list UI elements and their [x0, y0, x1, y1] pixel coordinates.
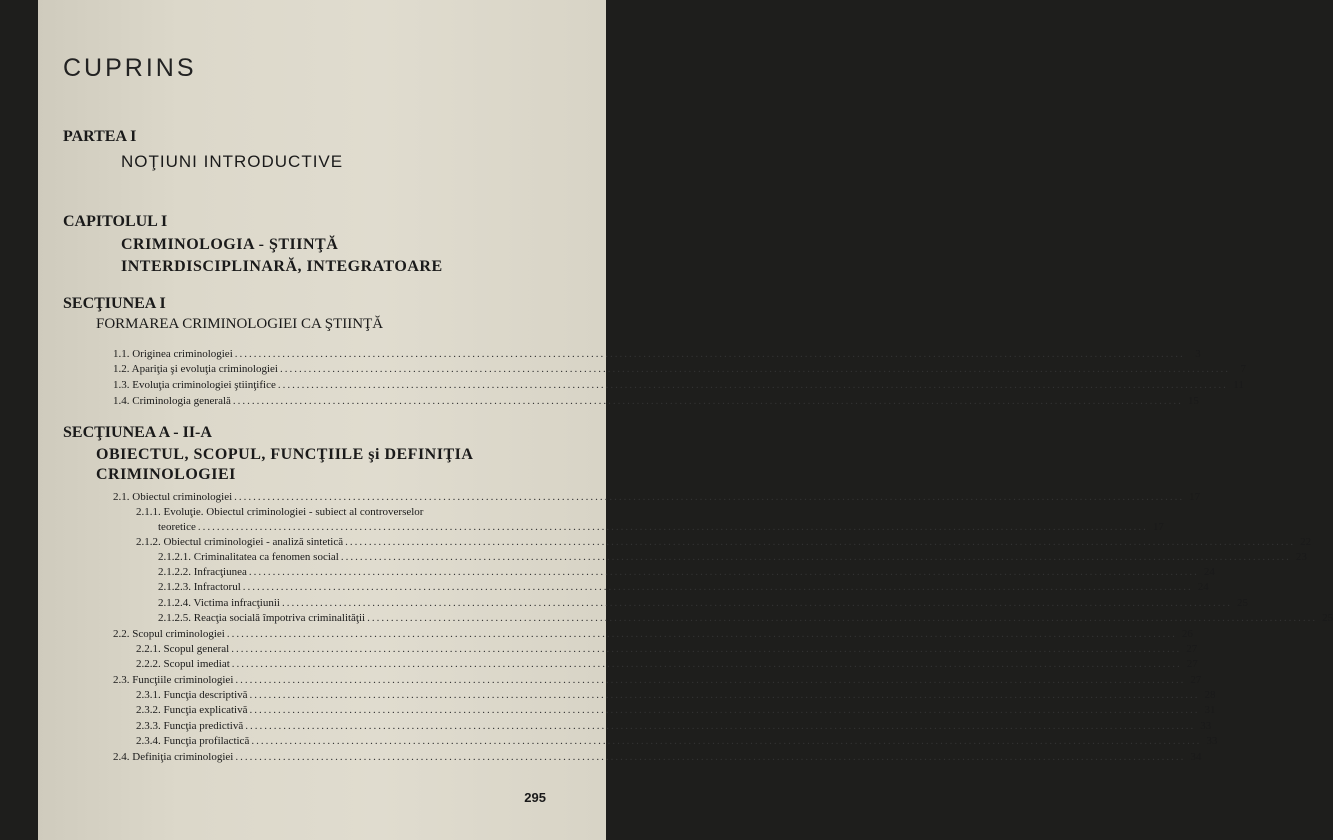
toc-entry-page: 33	[1200, 720, 1212, 732]
leader-dots: ........................................................................................................................................................................................................	[234, 348, 1185, 360]
toc-entry-page: 23	[1295, 551, 1307, 563]
leader-dots: ........................................................................................................................................................................................................	[281, 597, 1232, 609]
toc-entry	[136, 506, 576, 522]
toc-entry-page: 28	[1204, 689, 1216, 701]
leader-dots: ........................................................................................................................................................................................................	[226, 628, 1177, 640]
toc-entry-text: 1.4. Criminologia generală	[113, 395, 231, 407]
toc-entry-page: 15	[1187, 395, 1199, 407]
section2-title-line2: CRIMINOLOGIEI	[96, 466, 236, 483]
toc-entry-page: 31	[1204, 704, 1216, 716]
toc-entry-text: 2.1. Obiectul criminologiei	[113, 491, 233, 503]
toc-entry-text: 2.1.1. Evoluţie. Obiectul criminologiei - subiect al controverselor	[136, 506, 424, 518]
toc-entry-text: 2.3.3. Funcţia predictivă	[136, 720, 244, 732]
toc-entry-page: 25	[1322, 612, 1333, 624]
toc-entry	[158, 597, 1248, 613]
section2-label: SECŢIUNEA A - II-A	[63, 424, 212, 441]
toc-entry	[113, 363, 1246, 379]
leader-dots: ........................................................................................................................................................................................................	[232, 395, 1183, 407]
toc-entry-text: 1.1. Originea criminologiei	[113, 348, 233, 360]
toc-entry	[113, 491, 1201, 507]
leader-dots: ........................................................................................................................................................................................................	[277, 379, 1228, 391]
toc-entry-text: 2.2.2. Scopul imediat	[136, 658, 230, 670]
chapter-title-line2: INTERDISCIPLINARĂ, INTEGRATOARE	[121, 258, 443, 275]
chapter-label: CAPITOLUL I	[63, 213, 168, 230]
leader-dots: ........................................................................................................................................................................................................	[249, 689, 1200, 701]
toc-entry	[113, 674, 1202, 690]
toc-entry	[113, 628, 1193, 644]
toc-entry-text: 2.1.2.4. Victima infracţiunii	[158, 597, 280, 609]
leader-dots: ........................................................................................................................................................................................................	[367, 612, 1318, 624]
toc-entry	[158, 521, 1164, 537]
toc-entry-text: 2.1.2.1. Criminalitatea ca fenomen social	[158, 551, 339, 563]
toc-entry-page: 27	[1186, 643, 1198, 655]
leader-dots: ........................................................................................................................................................................................................	[235, 674, 1186, 686]
leader-dots: ........................................................................................................................................................................................................	[249, 704, 1200, 716]
toc-entry-text: 2.4. Definiţia criminologiei	[113, 751, 234, 763]
toc-entry-page: 33	[1206, 735, 1218, 747]
leader-dots: ........................................................................................................................................................................................................	[242, 581, 1193, 593]
leader-dots: ........................................................................................................................................................................................................	[251, 735, 1202, 747]
leader-dots: ........................................................................................................................................................................................................	[235, 751, 1186, 763]
toc-entry	[136, 735, 1218, 751]
toc-entry	[113, 379, 1244, 395]
leader-dots: ........................................................................................................................................................................................................	[340, 551, 1291, 563]
toc-entry	[136, 658, 1198, 674]
toc-entry	[136, 643, 1198, 659]
leader-dots: ........................................................................................................................................................................................................	[197, 521, 1148, 533]
toc-entry-text: 2.2. Scopul criminologiei	[113, 628, 225, 640]
toc-entry-text: 2.3.1. Funcţia descriptivă	[136, 689, 248, 701]
toc-entry-page: 27	[1190, 674, 1202, 686]
toc-entry	[136, 720, 1212, 736]
toc-entry	[158, 612, 1333, 628]
toc-entry	[158, 551, 1307, 567]
leader-dots: ........................................................................................................................................................................................................	[231, 643, 1182, 655]
toc-entry-page: 24	[1197, 581, 1209, 593]
toc-entry	[158, 581, 1209, 597]
part-label: PARTEA I	[63, 128, 137, 145]
section2-title-line1: OBIECTUL, SCOPUL, FUNCŢIILE şi DEFINIŢIA	[96, 446, 474, 463]
part-title: NOŢIUNI INTRODUCTIVE	[121, 152, 344, 171]
toc-entry-text: 2.3. Funcţiile criminologiei	[113, 674, 234, 686]
toc-entry-text: 1.2. Apariţia şi evoluţia criminologiei	[113, 363, 278, 375]
toc-entry-page: 17	[1152, 521, 1164, 533]
toc-entry-page: 3	[1195, 348, 1201, 360]
section1-title: FORMAREA CRIMINOLOGIEI CA ŞTIINŢĂ	[96, 316, 384, 332]
toc-entry-page: 7	[1240, 363, 1246, 375]
toc-entry	[113, 395, 1199, 411]
toc-entry-page: 11	[1233, 379, 1244, 391]
toc-entry-text: 2.3.4. Funcţia profilactică	[136, 735, 250, 747]
toc-entry	[158, 566, 1215, 582]
leader-dots: ........................................................................................................................................................................................................	[234, 491, 1185, 503]
toc-entry-page: 17	[1189, 491, 1201, 503]
page-title: CUPRINS	[63, 54, 197, 82]
book-page	[38, 0, 1333, 840]
toc-entry-text: 2.3.2. Funcţia explicativă	[136, 704, 248, 716]
toc-entry-text: 2.1.2. Obiectul criminologiei - analiză sintetică	[136, 536, 344, 548]
toc-entry	[136, 689, 1216, 705]
toc-entry-text: 2.1.2.3. Infractorul	[158, 581, 241, 593]
toc-entry-page: 24	[1203, 566, 1215, 578]
section1-label: SECŢIUNEA I	[63, 295, 166, 312]
toc-entry-page: 22	[1300, 536, 1312, 548]
toc-entry	[136, 704, 1216, 720]
toc-entry-text: 2.1.2.2. Infracţiunea	[158, 566, 247, 578]
toc-entry-page: 25	[1236, 597, 1248, 609]
toc-entry-text: 2.1.2.5. Reacţia socială împotriva criminalităţii	[158, 612, 366, 624]
toc-entry-text: 1.3. Evoluţia criminologiei ştiinţifice	[113, 379, 276, 391]
leader-dots: ........................................................................................................................................................................................................	[245, 720, 1196, 732]
page-number: 295	[524, 790, 546, 805]
toc-entry-text: 2.2.1. Scopul general	[136, 643, 230, 655]
toc-entry	[113, 348, 1201, 364]
toc-entry	[113, 751, 1202, 767]
leader-dots: ........................................................................................................................................................................................................	[345, 536, 1296, 548]
toc-entry-text: teoretice	[158, 521, 196, 533]
toc-entry-page: 27	[1186, 658, 1198, 670]
leader-dots: ........................................................................................................................................................................................................	[231, 658, 1182, 670]
toc-entry	[136, 536, 1312, 552]
leader-dots: ........................................................................................................................................................................................................	[248, 566, 1199, 578]
toc-entry-page: 26	[1181, 628, 1193, 640]
leader-dots: ........................................................................................................................................................................................................	[279, 363, 1230, 375]
toc-entry-page: 34	[1190, 751, 1202, 763]
chapter-title-line1: CRIMINOLOGIA - ŞTIINŢĂ	[121, 236, 339, 253]
